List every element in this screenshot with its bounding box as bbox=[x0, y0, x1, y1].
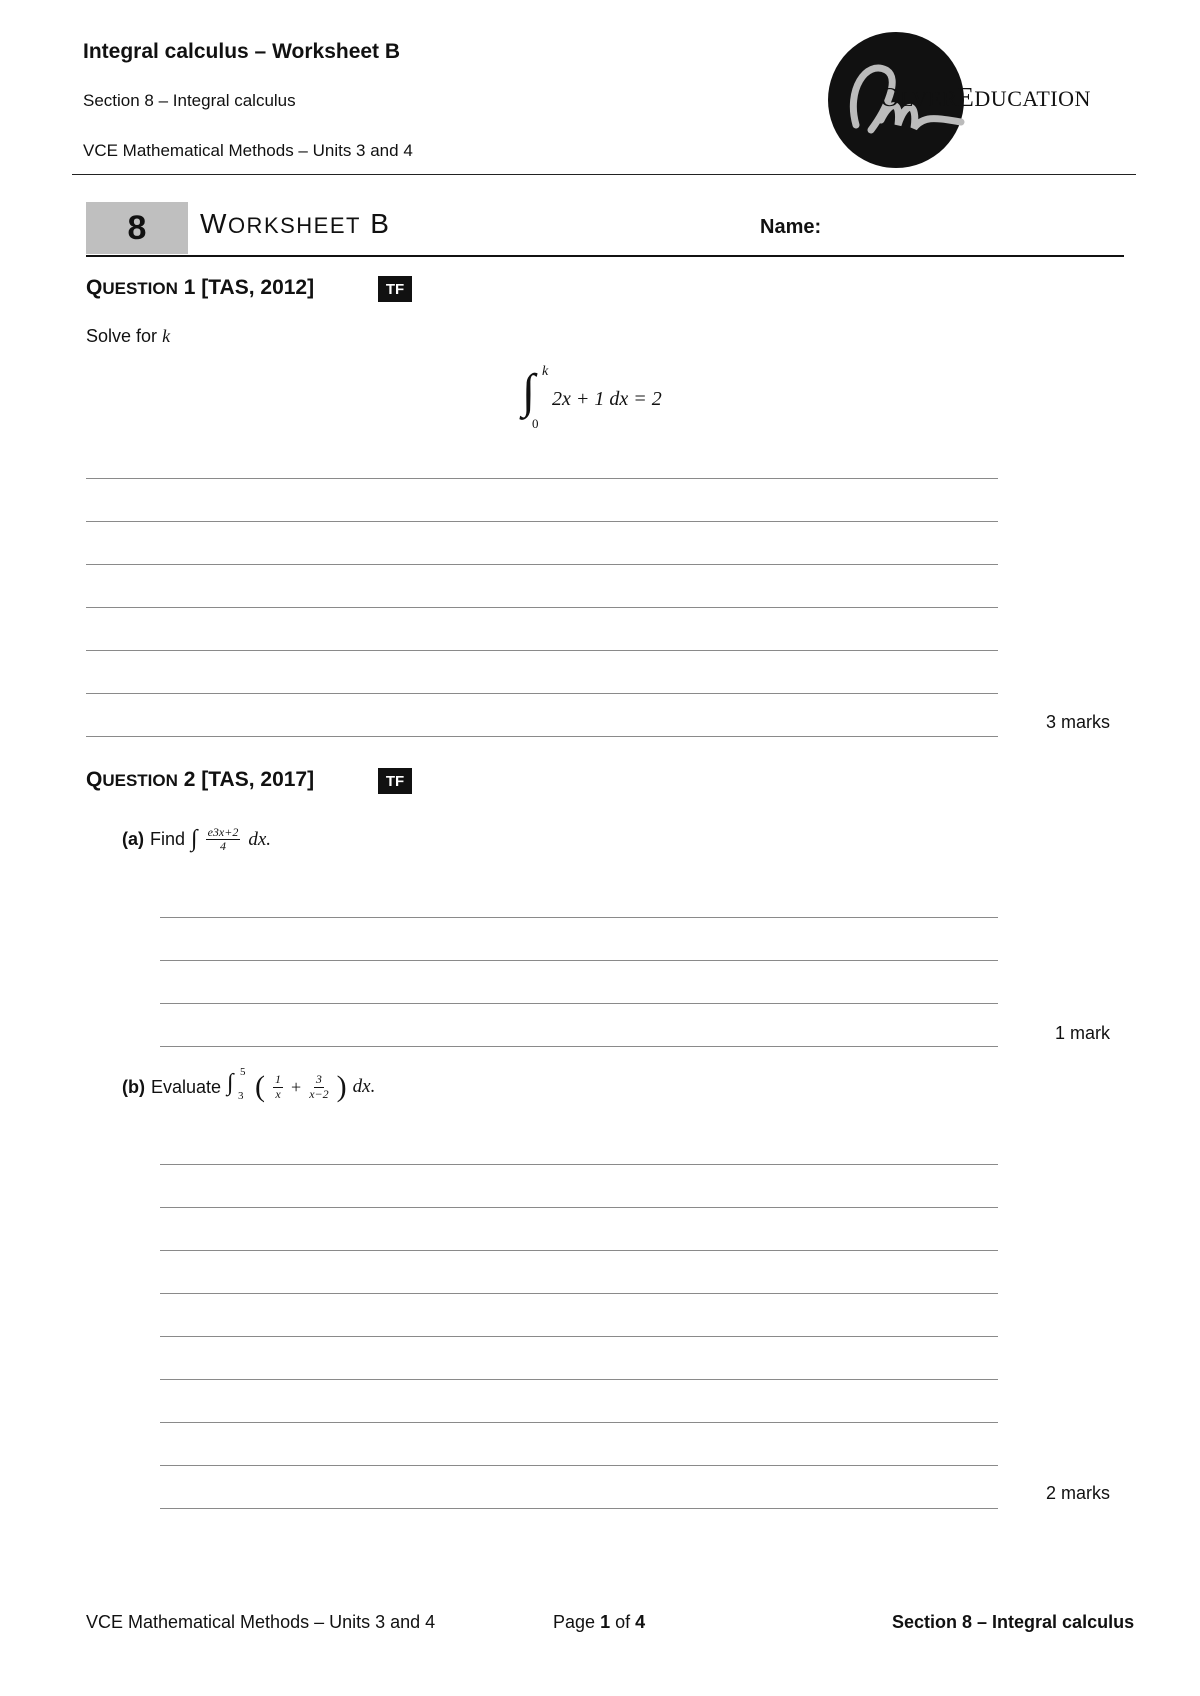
tf-badge: TF bbox=[378, 276, 412, 302]
q2b-frac1-num: 1 bbox=[275, 1072, 282, 1087]
worksheet-title-letter: B bbox=[370, 208, 391, 239]
worksheet-title-rest: ORKSHEET bbox=[227, 213, 361, 238]
logo-o: O bbox=[880, 82, 900, 112]
answer-line bbox=[160, 1207, 998, 1208]
answer-line bbox=[160, 1336, 998, 1337]
left-paren: ( bbox=[255, 1070, 266, 1103]
q1-marks: 3 marks bbox=[1045, 712, 1110, 732]
answer-line bbox=[86, 521, 998, 522]
q2b-plus: + bbox=[291, 1076, 302, 1097]
q1-integral-equation bbox=[522, 364, 722, 438]
q2a-denominator: 4 bbox=[219, 839, 226, 854]
answer-line bbox=[86, 478, 998, 479]
q2b-prompt bbox=[122, 1066, 376, 1104]
section-number-box: 8 bbox=[86, 202, 188, 254]
answer-line bbox=[160, 1250, 998, 1251]
answer-line bbox=[86, 693, 998, 694]
integral-sign-icon: ∫ bbox=[191, 826, 198, 853]
footer-page-current: 1 bbox=[600, 1612, 611, 1632]
footer-page-number bbox=[553, 1612, 645, 1633]
worksheet-title-first: W bbox=[200, 208, 228, 239]
answer-line bbox=[160, 1164, 998, 1165]
answer-line bbox=[86, 650, 998, 651]
q2b-marks: 2 marks bbox=[1045, 1483, 1110, 1503]
q2a-fraction bbox=[206, 826, 241, 853]
q1-upper-limit: k bbox=[542, 364, 549, 379]
q2-source: [TAS, 2017] bbox=[201, 768, 315, 791]
q2a-numerator: e3x+2 bbox=[207, 825, 239, 839]
name-label: Name: bbox=[760, 216, 822, 238]
worksheet-title-rule bbox=[86, 255, 1124, 257]
answer-line bbox=[160, 1003, 998, 1004]
footer-page-prefix: Page bbox=[553, 1612, 596, 1632]
q2b-tail: dx. bbox=[352, 1076, 376, 1097]
q2-label-first: Q bbox=[86, 768, 103, 791]
footer-page-of: of bbox=[615, 1612, 631, 1632]
q2b-frac1-den: x bbox=[275, 1086, 281, 1101]
logo-wordmark bbox=[880, 82, 1091, 113]
answer-line bbox=[86, 564, 998, 565]
question-1-heading bbox=[86, 276, 314, 300]
q2b-integral bbox=[227, 1066, 249, 1104]
q1-source: [TAS, 2012] bbox=[201, 276, 315, 299]
footer-course: VCE Mathematical Methods – Units 3 and 4 bbox=[86, 1612, 436, 1632]
logo-ducation: DUCATION bbox=[974, 86, 1091, 111]
footer-section: Section 8 – Integral calculus bbox=[892, 1612, 1135, 1632]
answer-line bbox=[86, 607, 998, 608]
logo-lver: LVER bbox=[900, 86, 958, 111]
q2b-frac2-den: x−2 bbox=[309, 1086, 329, 1101]
right-paren: ) bbox=[336, 1070, 347, 1103]
answer-line bbox=[86, 736, 998, 737]
q1-prompt bbox=[86, 326, 170, 347]
tf-badge: TF bbox=[378, 768, 412, 794]
q2b-fraction-2 bbox=[309, 1073, 328, 1100]
answer-line bbox=[160, 1293, 998, 1294]
q2b-prompt-text: Evaluate bbox=[150, 1076, 222, 1097]
q2-label-rest: UESTION bbox=[102, 771, 178, 790]
q2a-marks: 1 mark bbox=[1054, 1023, 1110, 1043]
logo-e: E bbox=[957, 82, 975, 112]
answer-line bbox=[160, 1465, 998, 1466]
answer-line bbox=[160, 1508, 998, 1509]
answer-line bbox=[160, 917, 998, 918]
integral-sign-icon: ∫ bbox=[522, 365, 536, 418]
worksheet-title bbox=[200, 208, 390, 240]
q1-integrand: 2x + 1 dx = 2 bbox=[552, 388, 662, 410]
q2b-frac2-num: 3 bbox=[315, 1072, 322, 1087]
footer-page-total: 4 bbox=[635, 1612, 646, 1632]
answer-line bbox=[160, 1379, 998, 1380]
q2b-upper-limit: 5 bbox=[240, 1066, 246, 1078]
q1-lower-limit: 0 bbox=[532, 416, 539, 431]
q2a-label: (a) bbox=[122, 829, 144, 850]
header-divider bbox=[72, 174, 1136, 175]
answer-line bbox=[160, 1046, 998, 1047]
q2-label-num: 2 bbox=[183, 768, 196, 791]
q2a-prompt-text: Find bbox=[150, 829, 186, 850]
q1-label-num: 1 bbox=[183, 276, 196, 299]
q1-label-rest: UESTION bbox=[102, 279, 178, 298]
integral-sign-icon: ∫ bbox=[227, 1070, 234, 1096]
answer-line bbox=[160, 1422, 998, 1423]
q2b-lower-limit: 3 bbox=[238, 1090, 244, 1102]
page-header-section: Section 8 – Integral calculus bbox=[83, 91, 296, 110]
q1-label-first: Q bbox=[86, 276, 103, 299]
question-2-heading bbox=[86, 768, 314, 792]
q2a-prompt bbox=[122, 826, 271, 853]
page-header-course: VCE Mathematical Methods – Units 3 and 4 bbox=[83, 141, 413, 160]
answer-line bbox=[160, 960, 998, 961]
q2a-tail: dx. bbox=[248, 828, 272, 850]
q1-prompt-var: k bbox=[162, 326, 171, 346]
page-header-title: Integral calculus – Worksheet B bbox=[83, 40, 401, 63]
q2b-fraction-1 bbox=[273, 1073, 283, 1100]
q2b-label: (b) bbox=[122, 1076, 145, 1097]
q1-prompt-text: Solve for bbox=[86, 326, 158, 346]
